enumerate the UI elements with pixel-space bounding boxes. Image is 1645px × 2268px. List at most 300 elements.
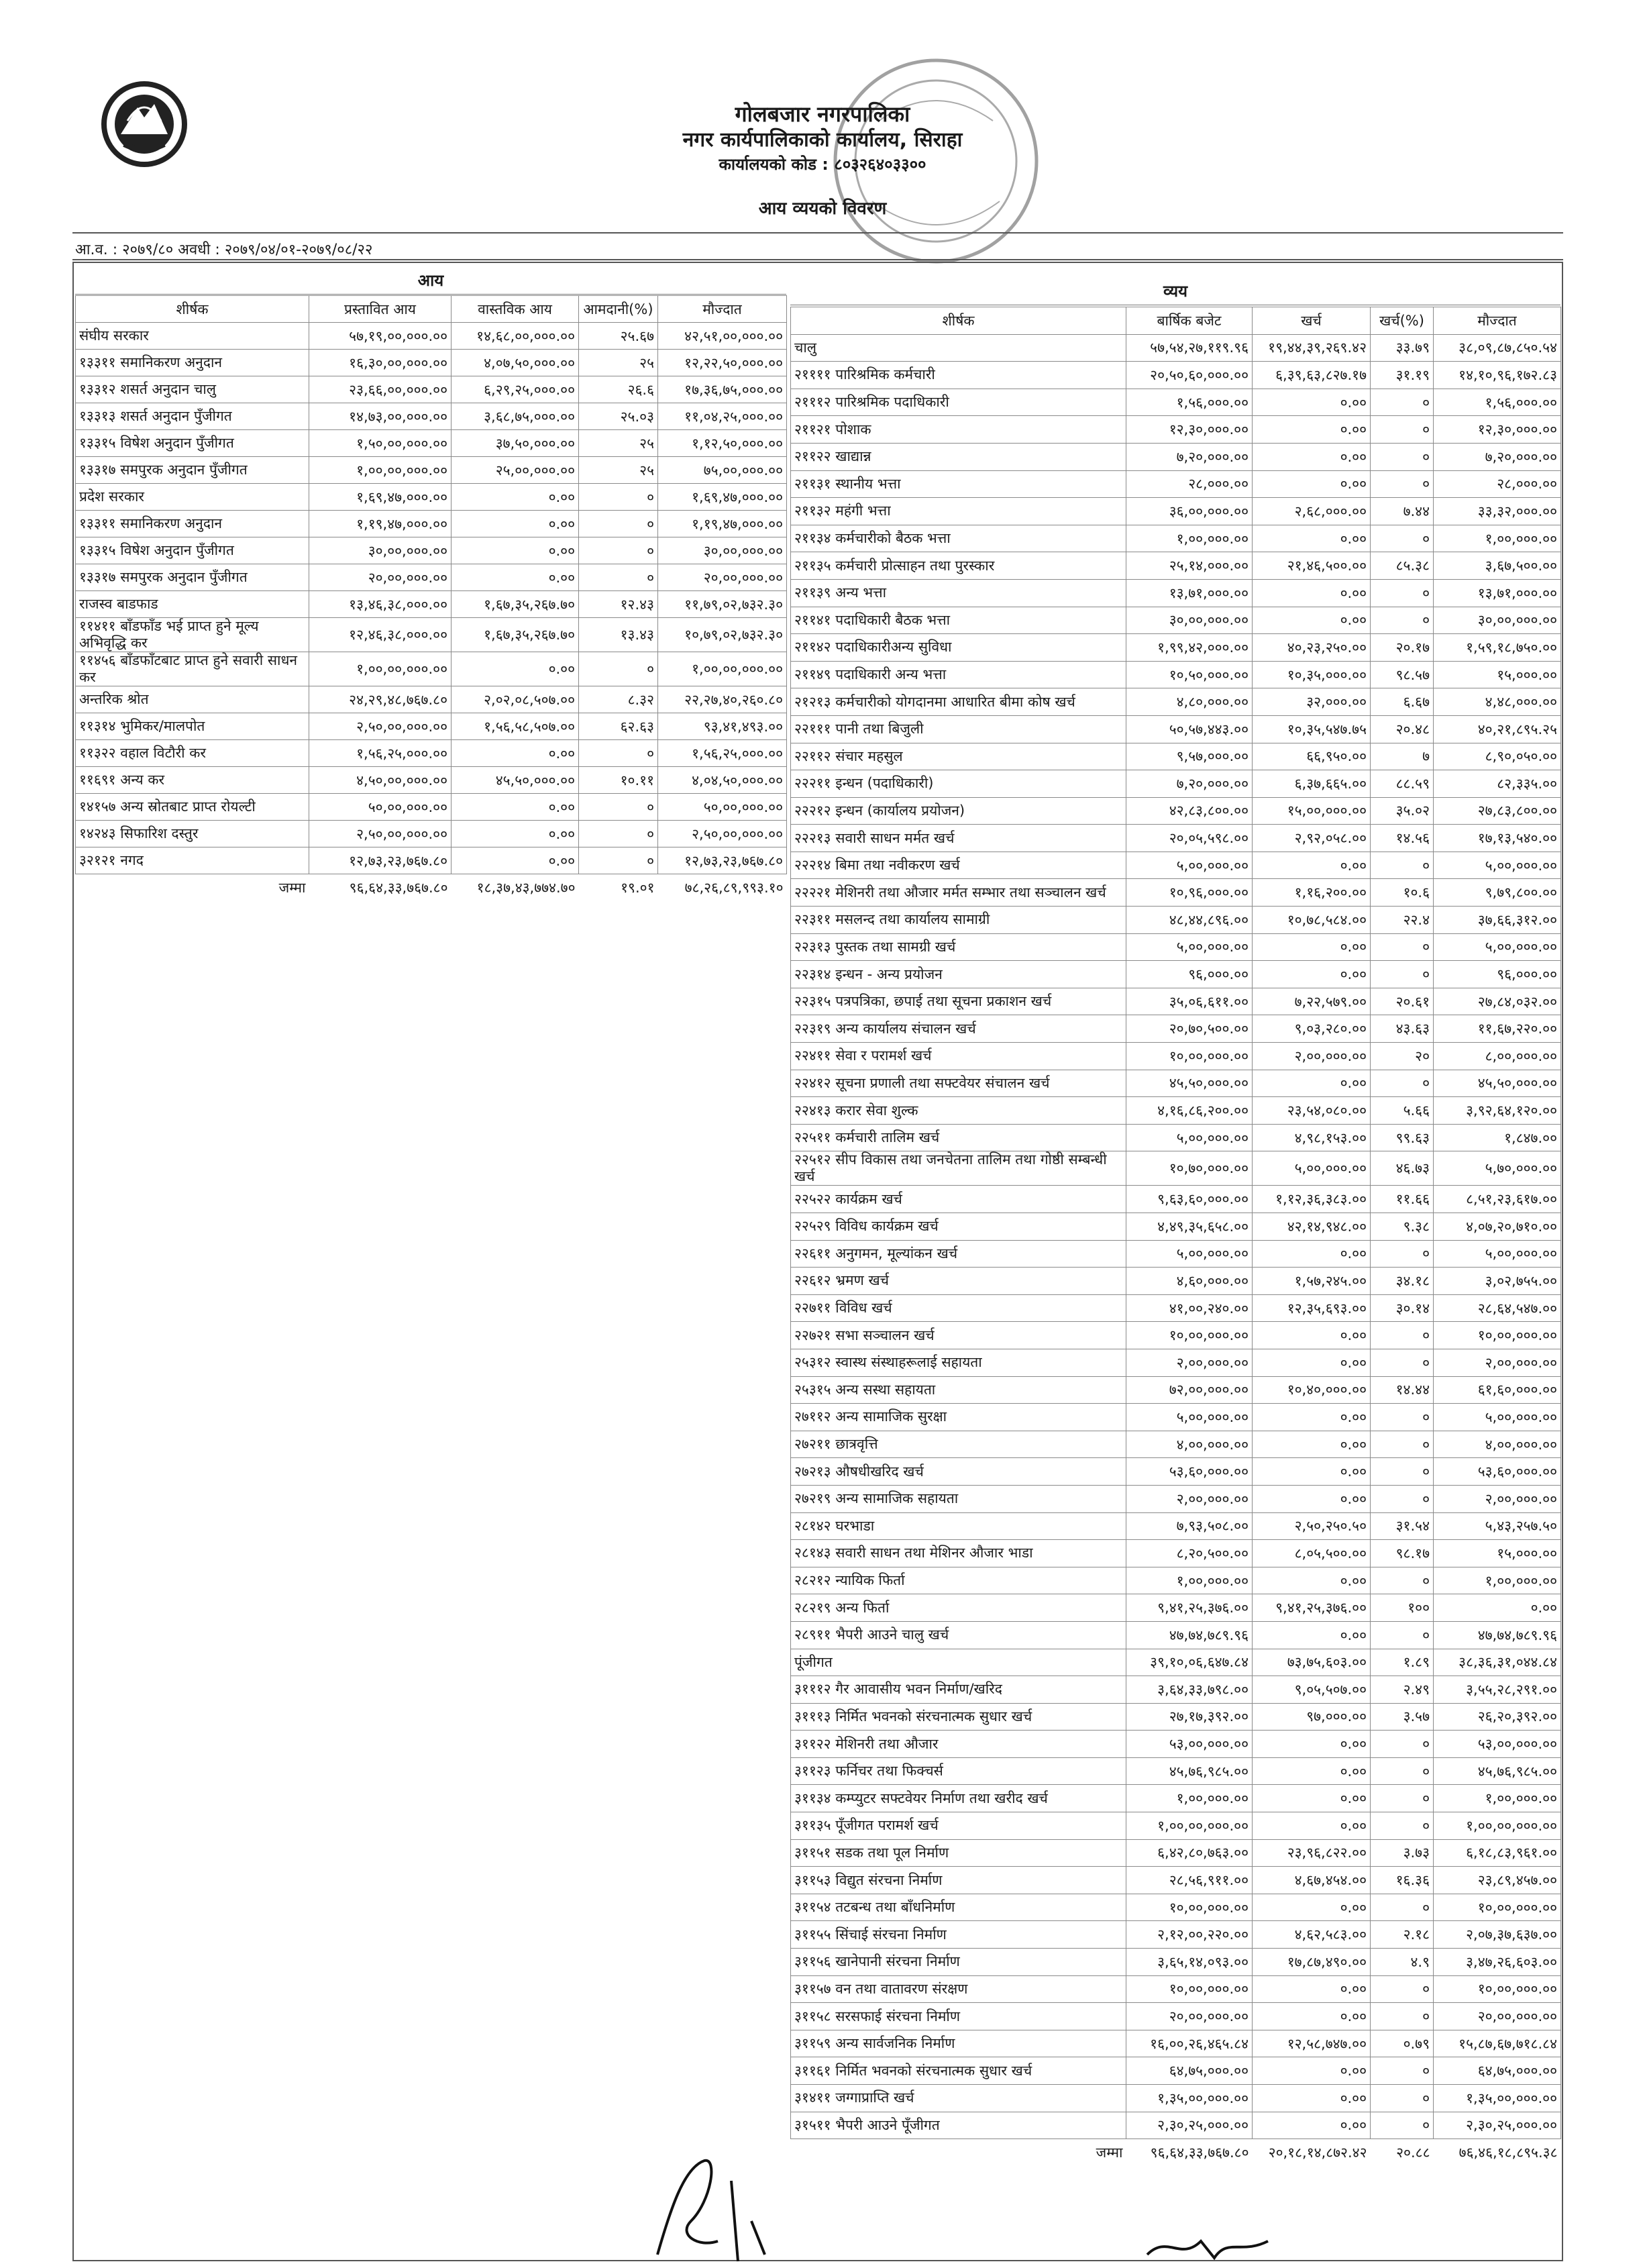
expense-total-row	[791, 2139, 1561, 2167]
expense-cell: ४७,७४,७८९.९६	[1126, 1621, 1253, 1649]
income-cell: १३.४३	[579, 618, 658, 652]
expense-cell: २२२१४ बिमा तथा नवीकरण खर्च	[791, 852, 1126, 879]
income-total-balance: ७८,२६,८९,९९३.१०	[684, 879, 784, 896]
income-row	[76, 376, 787, 403]
expense-row	[791, 743, 1561, 770]
expense-row	[791, 1540, 1561, 1567]
income-cell: १३३१७ समपुरक अनुदान पुँजीगत	[76, 457, 309, 484]
income-section-title: आय	[75, 267, 786, 295]
income-cell: ११,०४,२५,०००.००	[658, 403, 787, 430]
expense-cell: ०	[1371, 607, 1434, 634]
expense-cell: २०,००,०००.००	[1126, 2003, 1253, 2030]
expense-cell: ३११५३ विद्युत संरचना निर्माण	[791, 1867, 1126, 1894]
income-cell: ११४११ बाँडफाँड भई प्राप्त हुने मूल्य अभिवृद्धि कर	[76, 618, 309, 652]
expense-cell: ५.६६	[1371, 1097, 1434, 1125]
expense-cell: २११४२ पदाधिकारीअन्य सुविधा	[791, 634, 1126, 662]
expense-cell: ७,२०,०००.००	[1126, 443, 1253, 470]
expense-cell: ०.००	[1253, 389, 1371, 416]
expense-cell: २३,८९,४५७.००	[1434, 1867, 1561, 1894]
expense-cell: ५३,६०,०००.००	[1434, 1458, 1561, 1486]
income-cell: ०	[579, 821, 658, 847]
expense-row	[791, 879, 1561, 907]
expense-row	[791, 1621, 1561, 1649]
expense-cell: १०.६	[1371, 879, 1434, 907]
expense-cell: ९८.५७	[1371, 661, 1434, 688]
expense-cell: ३,०२,७५५.००	[1434, 1268, 1561, 1295]
income-cell: २४,२९,४८,७६७.८०	[309, 686, 452, 713]
expense-cell: ३५,०६,६११.००	[1126, 988, 1253, 1015]
expense-cell: ९,७९,८००.००	[1434, 879, 1561, 907]
expense-cell: १०,७०,०००.००	[1126, 1151, 1253, 1186]
expense-cell: ३.७३	[1371, 1839, 1434, 1867]
expense-row	[791, 2030, 1561, 2057]
income-cell: ४,०४,५०,०००.००	[658, 767, 787, 794]
income-row	[76, 591, 787, 618]
expense-cell: ९,४१,२५,३७६.००	[1253, 1594, 1371, 1622]
expense-cell: २८१४३ सवारी साधन तथा मेशिनर औजार भाडा	[791, 1540, 1126, 1567]
expense-cell: २२४१२ सूचना प्रणाली तथा सफ्टवेयर संचालन खर्च	[791, 1070, 1126, 1097]
expense-row	[791, 1458, 1561, 1486]
municipality-name: गोलबजार नगरपालिका	[735, 101, 910, 127]
expense-cell: १०,००,०००.००	[1126, 1975, 1253, 2003]
expense-cell: ०	[1371, 443, 1434, 470]
expense-cell: ०	[1371, 1785, 1434, 1812]
expense-cell: ४७,७४,७८९.९६	[1434, 1621, 1561, 1649]
income-cell: १३३१२ शसर्त अनुदान चालु	[76, 376, 309, 403]
expense-section-title: व्यय	[790, 278, 1560, 305]
expense-row	[791, 634, 1561, 662]
income-cell: २३,६६,००,०००.००	[309, 376, 452, 403]
expense-cell: २११११ पारिश्रमिक कर्मचारी	[791, 362, 1126, 389]
expense-row	[791, 552, 1561, 580]
expense-cell: १२,३०,०००.००	[1434, 416, 1561, 444]
income-cell: १३,४६,३८,०००.००	[309, 591, 452, 618]
expense-cell: ३०,००,०००.००	[1434, 607, 1561, 634]
expense-cell: २२११२ संचार महसुल	[791, 743, 1126, 770]
expense-cell: १०,९६,०००.००	[1126, 879, 1253, 907]
expense-cell: २५३१५ अन्य सस्था सहायता	[791, 1376, 1126, 1404]
expense-cell: ६४,७५,०००.००	[1434, 2057, 1561, 2085]
expense-cell: ४०,२१,८९५.२५	[1434, 715, 1561, 743]
expense-cell: ७,२०,०००.००	[1434, 443, 1561, 470]
expense-cell: ९७,०००.००	[1253, 1703, 1371, 1731]
expense-total-spent: २०,१८,१४,८७२.४२	[1268, 2145, 1367, 2161]
income-cell: ३०,००,०००.००	[309, 537, 452, 564]
expense-cell: २२६१२ भ्रमण खर्च	[791, 1268, 1126, 1295]
expense-cell: २,००,०००.००	[1434, 1349, 1561, 1376]
expense-row	[791, 1124, 1561, 1151]
expense-cell: ३३,३२,०००.००	[1434, 498, 1561, 525]
expense-cell: ८,०५,५००.००	[1253, 1540, 1371, 1567]
income-cell: २०,००,०००.००	[309, 564, 452, 591]
expense-cell: ०	[1371, 1975, 1434, 2003]
income-cell: ३,६८,७५,०००.००	[452, 403, 579, 430]
expense-cell: ३,९२,६४,१२०.००	[1434, 1097, 1561, 1125]
expense-cell: ९,६३,६०,०००.००	[1126, 1186, 1253, 1213]
expense-cell: ०.००	[1253, 470, 1371, 498]
expense-cell: ३११३४ कम्प्युटर सफ्टवेयर निर्माण तथा खरीद खर्च	[791, 1785, 1126, 1812]
expense-cell: १०,४०,०००.००	[1253, 1376, 1371, 1404]
signature-left	[644, 2141, 792, 2268]
expense-row	[791, 907, 1561, 934]
expense-cell: २७,८३,८००.००	[1434, 797, 1561, 825]
income-row	[76, 686, 787, 713]
expense-cell: १,१२,३६,३८३.००	[1253, 1186, 1371, 1213]
expense-cell: २२५२२ कार्यक्रम खर्च	[791, 1186, 1126, 1213]
income-cell: अन्तरिक श्रोत	[76, 686, 309, 713]
expense-cell: ०.००	[1253, 416, 1371, 444]
income-cell: १,५६,५८,५०७.००	[452, 713, 579, 740]
expense-cell: ३११३५ पूँजीगत परामर्श खर्च	[791, 1812, 1126, 1840]
expense-cell: २०.१७	[1371, 634, 1434, 662]
expense-cell: ६.६७	[1371, 688, 1434, 716]
income-cell: १२,७३,२३,७६७.८०	[309, 847, 452, 874]
expense-cell: २३,९६,८२२.००	[1253, 1839, 1371, 1867]
expense-cell: १४.५६	[1371, 825, 1434, 852]
income-cell: १३३१५ विषेश अनुदान पुँजीगत	[76, 430, 309, 457]
expense-cell: २,५०,२५०.५०	[1253, 1512, 1371, 1540]
expense-cell: ४५,७६,९८५.००	[1434, 1757, 1561, 1785]
expense-cell: ०	[1371, 1322, 1434, 1349]
income-cell: १,६७,३५,२६७.७०	[452, 591, 579, 618]
income-cell: १२.४३	[579, 591, 658, 618]
expense-cell: २२३१३ पुस्तक तथा सामग्री खर्च	[791, 933, 1126, 961]
expense-cell: ३०.१४	[1371, 1294, 1434, 1322]
expense-row	[791, 1240, 1561, 1268]
expense-cell: २२३१५ पत्रपत्रिका, छपाई तथा सूचना प्रकाशन खर्च	[791, 988, 1126, 1015]
expense-cell: १४.४४	[1371, 1376, 1434, 1404]
expense-cell: १,५९,१८,७५०.००	[1434, 634, 1561, 662]
expense-cell: ८,५१,२३,६१७.००	[1434, 1186, 1561, 1213]
expense-cell: २११३५ कर्मचारी प्रोत्साहन तथा पुरस्कार	[791, 552, 1126, 580]
expense-cell: ९,५७,०००.००	[1126, 743, 1253, 770]
expense-cell: २७२११ छात्रवृत्ति	[791, 1431, 1126, 1458]
expense-cell: ४०,२३,२५०.००	[1253, 634, 1371, 662]
expense-cell: ९६,०००.००	[1126, 961, 1253, 988]
expense-cell: ०.००	[1253, 961, 1371, 988]
expense-cell: २२३११ मसलन्द तथा कार्यालय सामाग्री	[791, 907, 1126, 934]
income-cell: २५,००,०००.००	[452, 457, 579, 484]
expense-row	[791, 770, 1561, 798]
expense-cell: १,००,०००.००	[1434, 525, 1561, 552]
expense-cell: २२२१२ इन्धन (कार्यालय प्रयोजन)	[791, 797, 1126, 825]
expense-cell: ५,००,०००.००	[1126, 1240, 1253, 1268]
income-cell: १२,७३,२३,७६७.८०	[658, 847, 787, 874]
expense-row	[791, 797, 1561, 825]
expense-cell: २२५२९ विविध कार्यक्रम खर्च	[791, 1213, 1126, 1241]
expense-cell: ५,००,०००.००	[1253, 1151, 1371, 1186]
expense-cell: ३४.१८	[1371, 1268, 1434, 1295]
expense-cell: ३.५७	[1371, 1703, 1434, 1731]
income-cell: ७५,००,०००.००	[658, 457, 787, 484]
income-row	[76, 821, 787, 847]
expense-cell: २२७२१ सभा सञ्चालन खर्च	[791, 1322, 1126, 1349]
expense-cell: ३१५११ भैपरी आउने पूँजीगत	[791, 2112, 1126, 2139]
expense-row	[791, 1894, 1561, 1921]
income-cell: १४,७३,००,०००.००	[309, 403, 452, 430]
expense-cell: ०	[1371, 961, 1434, 988]
expense-cell: ५३,००,०००.००	[1126, 1731, 1253, 1758]
expense-cell: १०,७८,५८४.००	[1253, 907, 1371, 934]
expense-cell: २२५१२ सीप विकास तथा जनचेतना तालिम तथा गोष्ठी सम्बन्धी खर्च	[791, 1151, 1126, 1186]
expense-cell: ०.००	[1253, 1975, 1371, 2003]
expense-cell: २०,७०,५००.००	[1126, 1015, 1253, 1043]
income-cell: २५	[579, 350, 658, 376]
expense-cell: २२४११ सेवा र परामर्श खर्च	[791, 1043, 1126, 1070]
expense-table	[790, 307, 1561, 2166]
expense-cell: १,००,०००.००	[1126, 1785, 1253, 1812]
expense-row	[791, 1839, 1561, 1867]
income-cell: १३३११ समानिकरण अनुदान	[76, 511, 309, 537]
income-cell: १६,३०,००,०००.००	[309, 350, 452, 376]
expense-cell: १०,००,०००.००	[1126, 1043, 1253, 1070]
expense-cell: ०	[1371, 1731, 1434, 1758]
income-cell: ०.००	[452, 564, 579, 591]
expense-cell: १,३५,००,०००.००	[1434, 2085, 1561, 2112]
income-header-1: प्रस्तावित आय	[309, 296, 452, 323]
expense-cell: २११३४ कर्मचारीको बैठक भत्ता	[791, 525, 1126, 552]
expense-cell: १७,१३,५४०.००	[1434, 825, 1561, 852]
expense-cell: ४२,८३,८००.००	[1126, 797, 1253, 825]
income-cell: राजस्व बाडफाड	[76, 591, 309, 618]
income-cell: १३३१७ समपुरक अनुदान पुँजीगत	[76, 564, 309, 591]
expense-cell: ३११५१ सडक तथा पूल निर्माण	[791, 1839, 1126, 1867]
expense-cell: १००	[1371, 1594, 1434, 1622]
expense-cell: ०.००	[1253, 1812, 1371, 1840]
income-cell: १,६९,४७,०००.००	[658, 484, 787, 511]
expense-cell: ४,९८,१५३.००	[1253, 1124, 1371, 1151]
expense-cell: चालु	[791, 334, 1126, 362]
income-cell: ०	[579, 794, 658, 821]
document-title: आय व्ययको विवरण	[758, 199, 887, 219]
income-cell: ०	[579, 537, 658, 564]
expense-header-4: मौज्दात	[1434, 307, 1561, 335]
expense-cell: ४३.६३	[1371, 1015, 1434, 1043]
expense-cell: ०.००	[1253, 1070, 1371, 1097]
expense-row	[791, 1097, 1561, 1125]
income-cell: ०.००	[452, 821, 579, 847]
expense-cell: ०	[1371, 1621, 1434, 1649]
expense-cell: १५,०००.००	[1434, 661, 1561, 688]
expense-cell: ३७,६६,३१२.००	[1434, 907, 1561, 934]
income-row	[76, 511, 787, 537]
expense-cell: २८१४२ घरभाडा	[791, 1512, 1126, 1540]
expense-cell: २.१८	[1371, 1921, 1434, 1949]
expense-cell: ३११५९ अन्य सार्वजनिक निर्माण	[791, 2030, 1126, 2057]
expense-row	[791, 961, 1561, 988]
expense-cell: २,३०,२५,०००.००	[1434, 2112, 1561, 2139]
income-header-0: शीर्षक	[76, 296, 309, 323]
expense-cell: २०.४८	[1371, 715, 1434, 743]
income-cell: ४५,५०,०००.००	[452, 767, 579, 794]
expense-cell: १,००,००,०००.००	[1126, 1812, 1253, 1840]
expense-cell: ०.००	[1253, 1785, 1371, 1812]
income-row	[76, 430, 787, 457]
expense-cell: ५,००,०००.००	[1126, 1124, 1253, 1151]
expense-cell: २२५११ कर्मचारी तालिम खर्च	[791, 1124, 1126, 1151]
expense-row	[791, 1703, 1561, 1731]
expense-row	[791, 443, 1561, 470]
expense-cell: २११२२ खाद्यान्न	[791, 443, 1126, 470]
expense-cell: ४२,१४,९४८.००	[1253, 1213, 1371, 1241]
meta-rule	[72, 259, 1563, 260]
expense-cell: ५,४३,२५७.५०	[1434, 1512, 1561, 1540]
expense-cell: ०	[1371, 2085, 1434, 2112]
expense-cell: ०	[1371, 2003, 1434, 2030]
expense-header-0: शीर्षक	[791, 307, 1126, 335]
expense-cell: ०	[1371, 1458, 1434, 1486]
expense-cell: १२,३०,०००.००	[1126, 416, 1253, 444]
income-cell: १०.११	[579, 767, 658, 794]
expense-cell: ०.००	[1253, 1458, 1371, 1486]
expense-cell: पूंजीगत	[791, 1649, 1126, 1676]
expense-cell: १०,००,०००.००	[1434, 1894, 1561, 1921]
expense-cell: २२१११ पानी तथा बिजुली	[791, 715, 1126, 743]
income-row	[76, 484, 787, 511]
expense-cell: ६,३९,६३,८२७.१७	[1253, 362, 1371, 389]
income-row	[76, 457, 787, 484]
expense-cell: २८,०००.००	[1126, 470, 1253, 498]
expense-cell: ७२,००,०००.००	[1126, 1376, 1253, 1404]
expense-cell: १०,३५,०००.००	[1253, 661, 1371, 688]
expense-row	[791, 1594, 1561, 1622]
expense-cell: १०,००,०००.००	[1434, 1975, 1561, 2003]
expense-cell: ०	[1371, 2112, 1434, 2139]
expense-cell: २,३०,२५,०००.००	[1126, 2112, 1253, 2139]
expense-cell: ८,९०,०५०.००	[1434, 743, 1561, 770]
expense-cell: ३८,०९,८७,८५०.५४	[1434, 334, 1561, 362]
expense-row	[791, 1151, 1561, 1186]
expense-cell: २७२१९ अन्य सामाजिक सहायता	[791, 1485, 1126, 1512]
income-cell: ११३१४ भुमिकर/मालपोत	[76, 713, 309, 740]
income-cell: संघीय सरकार	[76, 323, 309, 350]
income-cell: ०.००	[452, 652, 579, 686]
expense-cell: २८९११ भैपरी आउने चालु खर्च	[791, 1621, 1126, 1649]
income-row	[76, 618, 787, 652]
expense-cell: ८२,३३५.००	[1434, 770, 1561, 798]
expense-cell: ३१.१९	[1371, 362, 1434, 389]
expense-cell: ०.००	[1253, 1757, 1371, 1785]
expense-cell: ६,३७,६६५.००	[1253, 770, 1371, 798]
income-cell: ११,७९,०२,७३२.३०	[658, 591, 787, 618]
expense-cell: ६,४२,८०,७६३.००	[1126, 1839, 1253, 1867]
expense-cell: २,१२,००,२२०.००	[1126, 1921, 1253, 1949]
expense-cell: २११४१ पदाधिकारी बैठक भत्ता	[791, 607, 1126, 634]
expense-cell: १६,००,२६,४६५.८४	[1126, 2030, 1253, 2057]
expense-cell: ४८,४४,८९६.००	[1126, 907, 1253, 934]
expense-cell: १०,५०,०००.००	[1126, 661, 1253, 688]
expense-row	[791, 661, 1561, 688]
income-cell: १३३१५ विषेश अनुदान पुँजीगत	[76, 537, 309, 564]
expense-row	[791, 715, 1561, 743]
income-cell: ३७,५०,०००.००	[452, 430, 579, 457]
expense-cell: ५,००,०००.००	[1126, 852, 1253, 879]
expense-row	[791, 1043, 1561, 1070]
expense-cell: १०,००,०००.००	[1126, 1322, 1253, 1349]
expense-cell: ९,०३,२८०.००	[1253, 1015, 1371, 1043]
expense-cell: ३,४७,२६,६०३.००	[1434, 1949, 1561, 1976]
income-total-proposed: ९६,६४,३३,७६७.८०	[349, 879, 448, 896]
expense-cell: २७,८४,०३२.००	[1434, 988, 1561, 1015]
expense-cell: ४,०७,२०,७१०.००	[1434, 1213, 1561, 1241]
expense-cell: ३९,१०,०६,६४७.८४	[1126, 1649, 1253, 1676]
expense-cell: ८८.५९	[1371, 770, 1434, 798]
expense-cell: ०.००	[1253, 2003, 1371, 2030]
income-cell: १२,२२,५०,०००.००	[658, 350, 787, 376]
income-cell: १३३११ समानिकरण अनुदान	[76, 350, 309, 376]
income-cell: १४१५७ अन्य स्रोतबाट प्राप्त रोयल्टी	[76, 794, 309, 821]
income-cell: ११६९१ अन्य कर	[76, 767, 309, 794]
expense-row	[791, 688, 1561, 716]
expense-cell: ०.००	[1253, 1322, 1371, 1349]
income-cell: ५७,१९,००,०००.००	[309, 323, 452, 350]
expense-cell: ३१.५४	[1371, 1512, 1434, 1540]
expense-row	[791, 1268, 1561, 1295]
expense-cell: ०.००	[1253, 2057, 1371, 2085]
expense-cell: २६,२०,३९२.००	[1434, 1703, 1561, 1731]
expense-cell: १९,४४,३९,२६९.४२	[1253, 334, 1371, 362]
fiscal-year-period: आ.व. : २०७९/८० अवधी : २०७९/०४/०१-२०७९/०८/२२	[75, 242, 373, 258]
expense-row	[791, 1376, 1561, 1404]
expense-cell: १,९९,४२,०००.००	[1126, 634, 1253, 662]
expense-cell: १७,८७,४९०.००	[1253, 1949, 1371, 1976]
expense-cell: ३११५५ सिंचाई संरचना निर्माण	[791, 1921, 1126, 1949]
expense-cell: १२,३५,६९३.००	[1253, 1294, 1371, 1322]
income-cell: ९३,४१,४९३.००	[658, 713, 787, 740]
expense-row	[791, 1949, 1561, 1976]
expense-cell: ४१,००,२४०.००	[1126, 1294, 1253, 1322]
expense-total-label: जम्मा	[1096, 2145, 1123, 2161]
expense-cell: २०,५०,६०,०००.००	[1126, 362, 1253, 389]
income-cell: २५	[579, 430, 658, 457]
expense-cell: ६६,९५०.००	[1253, 743, 1371, 770]
expense-cell: ७	[1371, 743, 1434, 770]
income-cell: ०	[579, 484, 658, 511]
expense-row	[791, 2003, 1561, 2030]
expense-cell: २२७११ विविध खर्च	[791, 1294, 1126, 1322]
expense-cell: २८२१२ न्यायिक फिर्ता	[791, 1567, 1126, 1594]
expense-cell: २५३१२ स्वास्थ संस्थाहरूलाई सहायता	[791, 1349, 1126, 1376]
income-cell: २५.०३	[579, 403, 658, 430]
income-row	[76, 350, 787, 376]
expense-cell: १२,५८,७४७.००	[1253, 2030, 1371, 2057]
income-cell: ०.००	[452, 847, 579, 874]
income-cell: २२,२७,४०,२६०.८०	[658, 686, 787, 713]
expense-cell: ५३,००,०००.००	[1434, 1731, 1561, 1758]
income-total-label: जम्मा	[278, 879, 306, 896]
expense-cell: १०,००,०००.००	[1434, 1322, 1561, 1349]
expense-cell: ५,००,०००.००	[1434, 1404, 1561, 1431]
expense-row	[791, 1757, 1561, 1785]
expense-cell: ७,२२,५७९.००	[1253, 988, 1371, 1015]
expense-cell: २८,०००.००	[1434, 470, 1561, 498]
income-cell: २०,००,०००.००	[658, 564, 787, 591]
income-cell: ०	[579, 652, 658, 686]
income-cell: १,५६,२५,०००.००	[658, 740, 787, 767]
income-cell: ३२१२१ नगद	[76, 847, 309, 874]
expense-cell: ४५,५०,०००.००	[1126, 1070, 1253, 1097]
expense-row	[791, 1567, 1561, 1594]
expense-cell: ०.००	[1253, 1567, 1371, 1594]
expense-cell: ३६,००,०००.००	[1126, 498, 1253, 525]
expense-cell: ०	[1371, 579, 1434, 607]
expense-cell: ६,१८,८३,९६१.००	[1434, 1839, 1561, 1867]
expense-total-budget: ९६,६४,३३,७६७.८०	[1150, 2145, 1249, 2161]
expense-cell: ०	[1371, 416, 1434, 444]
expense-row	[791, 988, 1561, 1015]
expense-row	[791, 1404, 1561, 1431]
expense-cell: २३,५४,०८०.००	[1253, 1097, 1371, 1125]
